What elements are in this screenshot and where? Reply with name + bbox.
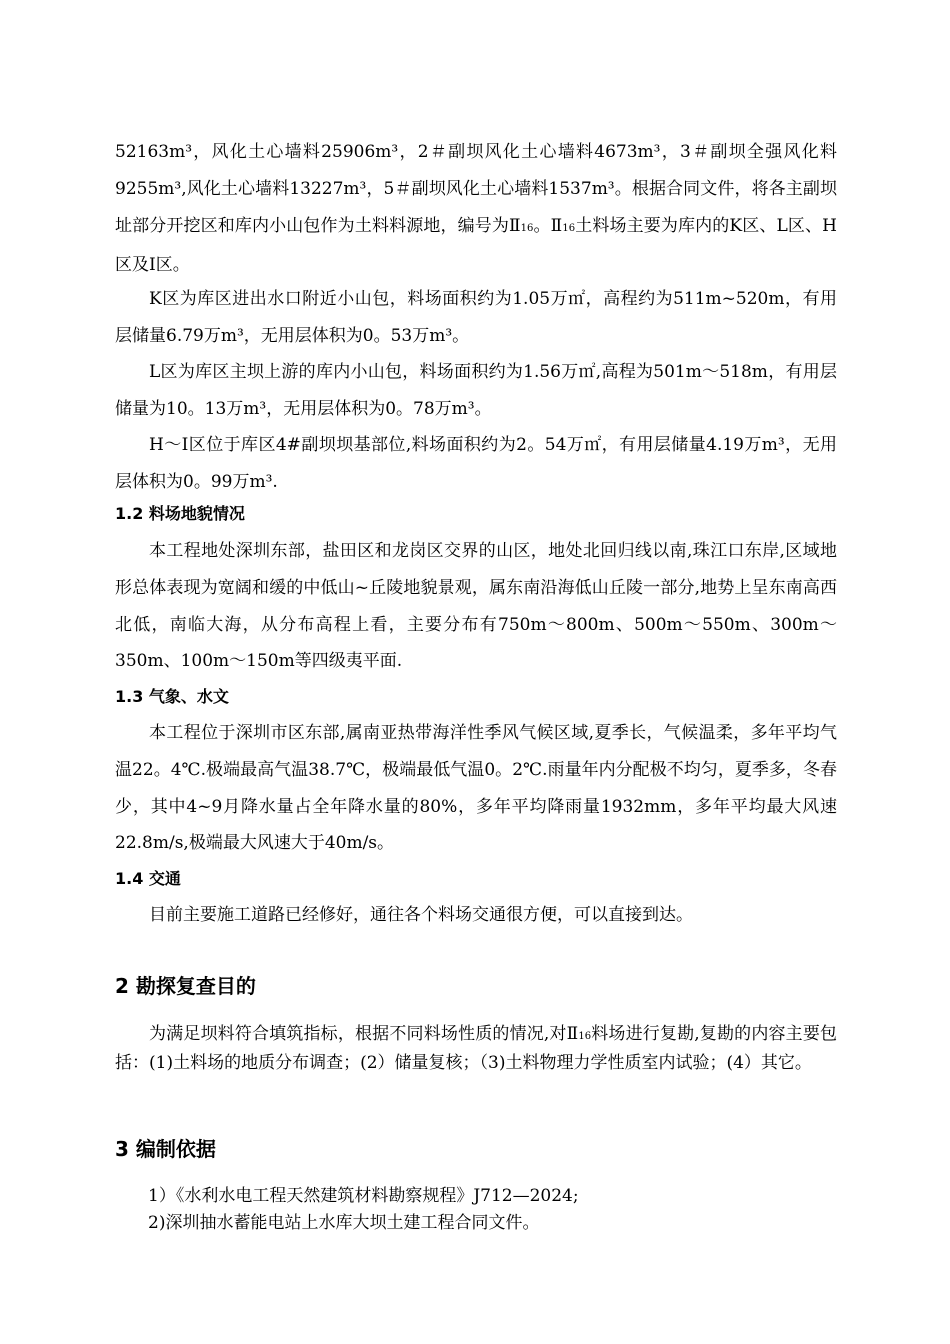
subscript-16: 16 [520, 222, 534, 234]
intro-text-a: 52163m³，风化土心墙料25906m³，2＃副坝风化土心墙料4673m³，3＃副坝全强风化料9255m³,风化土心墙料13227m³，5＃副坝风化土心墙料1537m³。根据合同文件，将各主副坝址部分开挖区和库内小山包作为土料料源地，编号为Ⅱ [115, 142, 837, 236]
section-1-3-heading: 1.3 气象、水文 [115, 687, 229, 706]
section-2-heading: 2 勘探复查目的 [115, 974, 256, 998]
l-zone-paragraph: L区为库区主坝上游的库内小山包，料场面积约为1.56万㎡,高程为501m～518m，有用层储量为10。13万m³，无用层体积为0。78万m³。 [115, 362, 837, 419]
section-3-heading: 3 编制依据 [115, 1137, 216, 1161]
k-zone-paragraph: K区为库区进出水口附近小山包，料场面积约为1.05万㎡，高程约为511m~520m，有用层储量6.79万m³，无用层体积为0。53万m³。 [115, 289, 837, 346]
section-2-text-b: 料场进行复勘,复勘的内容主要包括：(1)土料场的地质分布调查；(2）储量复核；（3)土料物理力学性质室内试验；(4）其它。 [115, 1024, 837, 1073]
intro-text-b: 。Ⅱ [533, 215, 563, 236]
subscript-16: 16 [578, 1031, 592, 1042]
section-1-2-heading: 1.2 料场地貌情况 [115, 504, 245, 523]
intro-text-c: 土料场主要为库内的K区、L区、H区及I区。 [115, 215, 837, 276]
hi-zone-paragraph: H～I区位于库区4#副坝坝基部位,料场面积约为2。54万㎡，有用层储量4.19万m³，无用层体积为0。99万m³. [115, 435, 837, 492]
section-1-2-paragraph: 本工程地处深圳东部，盐田区和龙岗区交界的山区，地处北回归线以南,珠江口东岸,区域地形总体表现为宽阔和缓的中低山~丘陵地貌景观，属东南沿海低山丘陵一部分,地势上呈东南高西北低，南临大海，从分布高程上看，主要分布有750m～800m、500m～550m、300m～350m、100m～150m等四级夷平面. [115, 541, 837, 672]
reference-item-2: 2)深圳抽水蓄能电站上水库大坝土建工程合同文件。 [148, 1213, 540, 1233]
section-1-4-paragraph: 目前主要施工道路已经修好，通往各个料场交通很方便，可以直接到达。 [149, 905, 693, 925]
section-1-4-heading: 1.4 交通 [115, 869, 181, 888]
subscript-16: 16 [562, 222, 576, 234]
section-1-3-paragraph: 本工程位于深圳市区东部,属南亚热带海洋性季风气候区域,夏季长，气候温柔，多年平均气温22。4℃.极端最高气温38.7℃，极端最低气温0。2℃.雨量年内分配极不均匀，夏季多，冬春少，其中4~9月降水量占全年降水量的80%，多年平均降雨量1932mm，多年平均最大风速22.8m/s,极端最大风速大于40m/s。 [115, 723, 837, 854]
section-2-text-a: 为满足坝料符合填筑指标，根据不同料场性质的情况,对Ⅱ [149, 1024, 579, 1044]
reference-item-1: 1）《水利水电工程天然建筑材料勘察规程》J712—2024; [148, 1186, 579, 1206]
intro-paragraph [115, 134, 837, 284]
section-2-paragraph [115, 1021, 837, 1077]
